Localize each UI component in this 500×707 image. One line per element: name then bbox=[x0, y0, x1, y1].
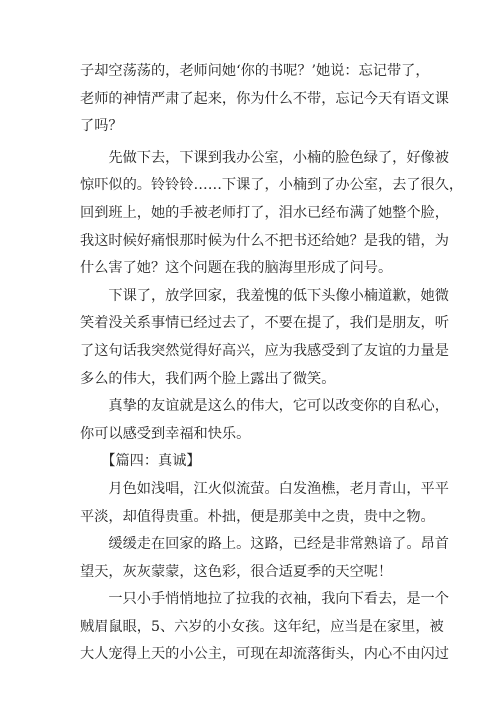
text-line: 望天，灰灰蒙蒙，这色彩，很合适夏季的天空呢！ bbox=[80, 563, 393, 580]
text-line: 什么害了她？这个问题在我的脑海里形成了问号。 bbox=[80, 260, 393, 277]
text-line: 老师的神情严肃了起来，你为什么不带，忘记今天有语文课 bbox=[80, 90, 449, 107]
text-line: 了这句话我突然觉得好高兴，应为我感受到了友谊的力量是 bbox=[80, 342, 449, 359]
text-line: 子却空荡荡的，老师问她‘你的书呢？’她说：忘记带了， bbox=[80, 63, 430, 79]
text-line: 惊吓似的。铃铃铃……下课了，小楠到了办公室，去了很久， bbox=[80, 177, 464, 194]
text-line: 缓缓走在回家的路上。这路，已经是非常熟谙了。昂首 bbox=[80, 536, 449, 553]
text-line: 先做下去，下课到我办公室，小楠的脸色绿了，好像被 bbox=[80, 149, 449, 166]
text-line: 大人宠得上天的小公主，可现在却流落街头，内心不由闪过 bbox=[80, 646, 449, 663]
text-line: 下课了，放学回家，我羞愧的低下头像小楠道歉，她微 bbox=[80, 287, 449, 304]
document-body bbox=[80, 58, 464, 669]
text-line: 你可以感受到幸福和快乐。 bbox=[80, 425, 251, 442]
text-line: 一只小手悄悄地拉了拉我的衣袖，我向下看去，是一个 bbox=[80, 591, 449, 608]
text-line: 了吗？ bbox=[80, 118, 123, 135]
text-line: 贼眉鼠眼，5、六岁的小女孩。这年纪，应当是在家里，被 bbox=[80, 618, 444, 635]
text-line: 月色如浅唱，江火似流萤。白发渔樵，老月青山，平平 bbox=[80, 480, 449, 497]
text-line: 笑着没关系事情已经过去了，不要在提了，我们是朋友，听 bbox=[80, 315, 449, 332]
text-line: 平淡，却值得贵重。朴拙，便是那美中之贵，贵中之物。 bbox=[80, 508, 435, 525]
text-line: 回到班上，她的手被老师打了，泪水已经布满了她整个脸， bbox=[80, 204, 449, 221]
text-line: 我这时候好痛恨那时候为什么不把书还给她？是我的错，为 bbox=[80, 232, 449, 249]
text-line: 多么的伟大，我们两个脸上露出了微笑。 bbox=[80, 370, 336, 387]
text-line: 真挚的友谊就是这么的伟大，它可以改变你的自私心， bbox=[80, 398, 449, 415]
section-heading: 【篇四：真诚】 bbox=[80, 453, 201, 470]
